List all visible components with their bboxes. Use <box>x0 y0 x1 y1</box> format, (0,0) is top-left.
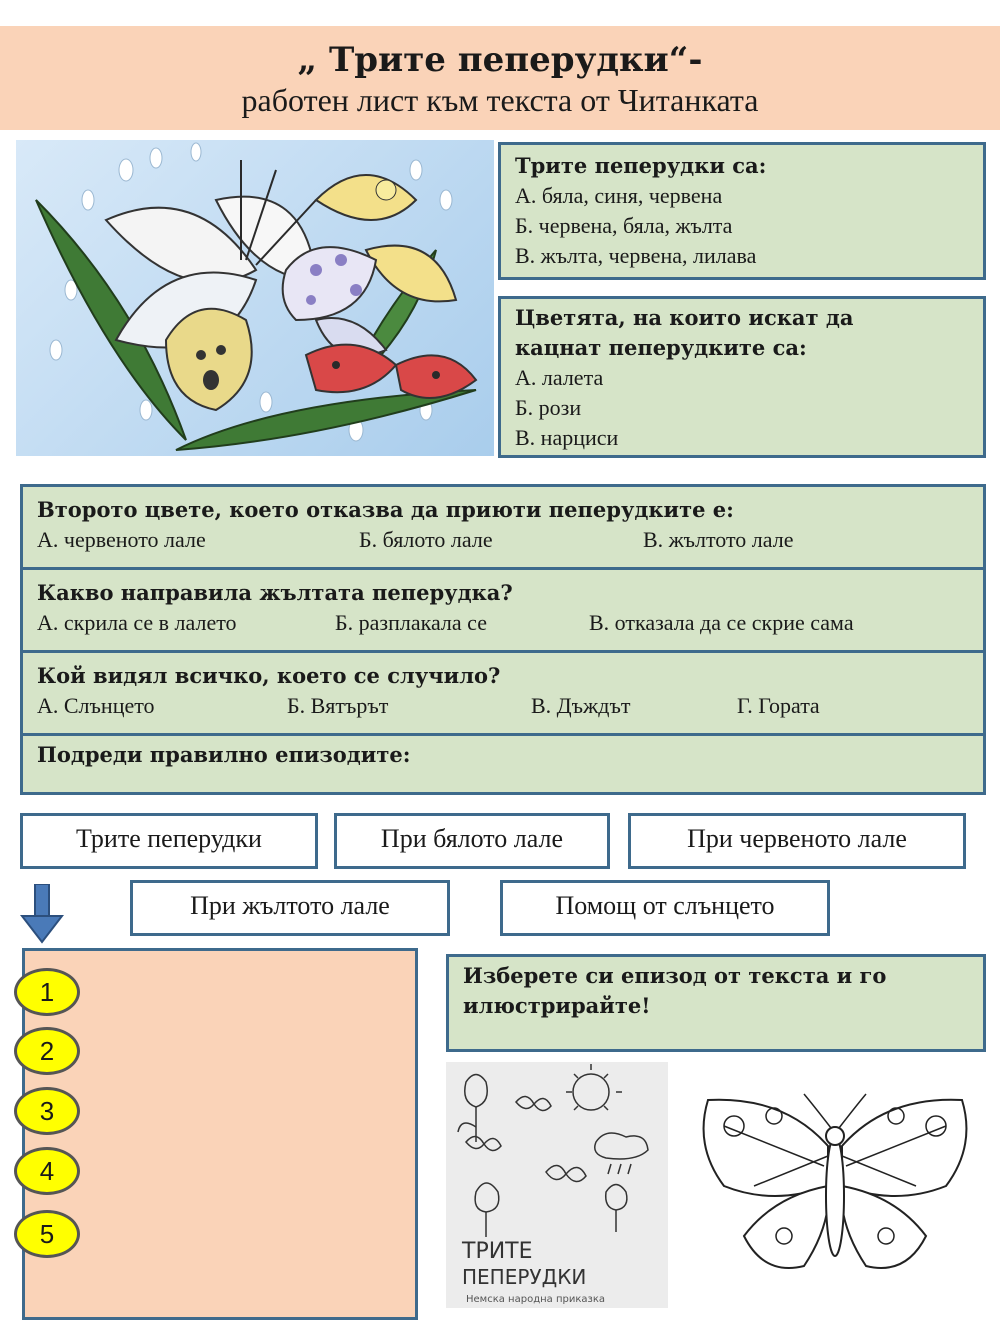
option-a[interactable]: А. бяла, синя, червена <box>515 183 723 208</box>
option-c[interactable]: В. Дъждът <box>531 693 631 718</box>
worksheet-subtitle: работен лист към текста от Читанката <box>241 82 759 118</box>
worksheet-header <box>0 26 1000 130</box>
worksheet-title: „ Трите пеперудки“- <box>297 40 703 80</box>
question-text: Кой видял всичко, което се случило? <box>37 663 501 688</box>
option-a[interactable]: А. червеното лале <box>37 527 206 552</box>
order-number-1: 1 <box>14 968 80 1016</box>
arrow-down-icon <box>20 884 64 944</box>
question-text: Какво направила жълтата пеперудка? <box>37 580 513 605</box>
episode-tag-red-tulip[interactable]: При червеното лале <box>628 813 966 869</box>
episode-order-area[interactable] <box>22 948 418 1320</box>
option-c[interactable]: В. отказала да се скрие сама <box>589 610 854 635</box>
option-b[interactable]: Б. бялото лале <box>359 527 493 552</box>
illustrate-task <box>446 954 986 1052</box>
illustrate-text-line2: илюстрирайте! <box>463 993 651 1018</box>
question-text-line2: кацнат пеперудките са: <box>515 335 807 360</box>
question-yellow-butterfly <box>20 567 986 653</box>
episode-tag-three-butterflies[interactable]: Трите пеперудки <box>20 813 318 869</box>
option-b[interactable]: Б. червена, бяла, жълта <box>515 213 733 238</box>
question-butterflies-colors <box>498 142 986 280</box>
option-d[interactable]: Г. Горатa <box>737 693 820 718</box>
question-text-line1: Цветята, на които искат да <box>515 305 854 330</box>
episode-tag-sun-help[interactable]: Помощ от слънцето <box>500 880 830 936</box>
book-cover-sketch <box>446 1062 668 1308</box>
question-order-episodes <box>20 733 986 795</box>
flower-butterflies-illustration <box>16 140 494 456</box>
option-b[interactable]: Б. разплакала се <box>335 610 487 635</box>
option-a[interactable]: А. Слънцето <box>37 693 155 718</box>
book-title-line1: ТРИТЕ <box>462 1239 533 1264</box>
question-second-flower <box>20 484 986 570</box>
option-c[interactable]: В. жълта, червена, лилава <box>515 243 757 268</box>
episode-tag-white-tulip[interactable]: При бялото лале <box>334 813 610 869</box>
option-c[interactable]: В. жълтото лале <box>643 527 794 552</box>
episode-tag-yellow-tulip[interactable]: При жълтото лале <box>130 880 450 936</box>
book-subtitle: Немска народна приказка <box>466 1294 605 1305</box>
option-a[interactable]: А. скрила се в лалето <box>37 610 237 635</box>
order-number-5: 5 <box>14 1210 80 1258</box>
option-c[interactable]: В. нарциси <box>515 425 619 450</box>
book-title-line2: ПЕПЕРУДКИ <box>462 1265 587 1289</box>
butterfly-coloring-icon <box>694 1086 976 1286</box>
question-text: Трите пеперудки са: <box>515 153 767 178</box>
order-number-3: 3 <box>14 1087 80 1135</box>
order-number-2: 2 <box>14 1027 80 1075</box>
option-b[interactable]: Б. рози <box>515 395 582 420</box>
question-text: Подреди правилно епизодите: <box>37 742 411 767</box>
option-a[interactable]: А. лалета <box>515 365 604 390</box>
illustrate-text-line1: Изберете си епизод от текста и го <box>463 963 887 988</box>
question-text: Второто цвете, което отказва да приюти пеперудките е: <box>37 497 734 522</box>
option-b[interactable]: Б. Вятърът <box>287 693 389 718</box>
question-who-saw <box>20 650 986 736</box>
question-flowers <box>498 296 986 458</box>
order-number-4: 4 <box>14 1147 80 1195</box>
